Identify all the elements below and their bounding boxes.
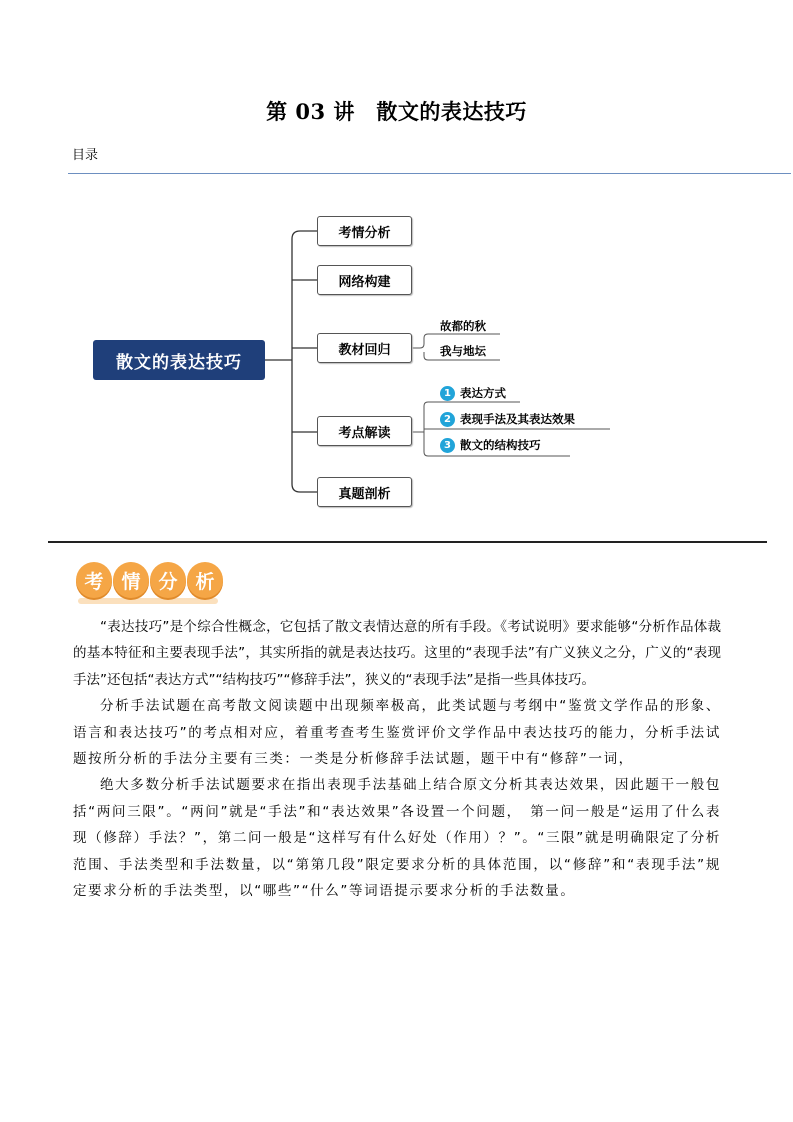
badge-char: 考 <box>76 562 112 598</box>
paragraph: “表达技巧”是个综合性概念，它包括了散文表情达意的所有手段。《考试说明》要求能够“分析作品体裁的基本特征和主要表现手法”，其实所指的就是表达技巧。这里的“表现手法”有广义狭义之分，广义的“表现手法”还包括“表达方式”“结构技巧”“修辞手法”，狭义的“表现手法”是指一些具体技巧。 <box>73 619 721 688</box>
badge-char: 析 <box>187 562 223 598</box>
leaf-exam-point-1: 1 表达方式 <box>440 385 506 401</box>
body-text <box>73 614 721 904</box>
mind-map <box>0 200 793 520</box>
section-divider <box>48 541 767 543</box>
node-exam-points: 考点解读 <box>317 416 412 446</box>
toc-divider <box>68 173 791 174</box>
node-network: 网络构建 <box>317 265 412 295</box>
badge-char: 情 <box>113 562 149 598</box>
badge-char: 分 <box>150 562 186 598</box>
paragraph: 分析手法试题在高考散文阅读题中出现频率极高，此类试题与考纲中“鉴赏文学作品的形象、语言和表达技巧”的考点相对应，着重考查考生鉴赏评价文学作品中表达技巧的能力，分析手法试题按所分析的手法分主要有三类：一类是分析修辞手法试题，题干中有“修辞”一词， <box>73 698 721 768</box>
page-title: 第 03 讲 散文的表达技巧 <box>266 99 527 124</box>
node-textbook: 教材回归 <box>317 333 412 363</box>
section-badge <box>76 558 236 608</box>
node-past-papers: 真题剖析 <box>317 477 412 507</box>
node-analysis: 考情分析 <box>317 216 412 246</box>
badge-underline <box>78 598 218 604</box>
leaf-exam-point-2: 2 表现手法及其表达效果 <box>440 411 575 427</box>
number-badge-icon: 3 <box>440 438 455 453</box>
number-badge-icon: 1 <box>440 386 455 401</box>
leaf-exam-point-3: 3 散文的结构技巧 <box>440 437 541 453</box>
leaf-textbook-1: 故都的秋 <box>440 319 486 333</box>
number-badge-icon: 2 <box>440 412 455 427</box>
toc-label: 目录 <box>72 148 99 163</box>
leaf-textbook-2: 我与地坛 <box>440 344 486 358</box>
mind-map-root: 散文的表达技巧 <box>93 340 265 380</box>
paragraph: 绝大多数分析手法试题要求在指出表现手法基础上结合原文分析其表达效果，因此题干一般包括“两问三限”。“两问”就是“手法”和“表达效果”各设置一个问题， 第一问一般是“运用了什么表现（修辞）手法？”，第二问一般是“这样写有什么好处（作用）？”。“三限”就是明确限定了分析范围、手法类型和手法数量，以“第第几段”限定要求分析的具体范围，以“修辞”和“表现手法”规定要求分析的手法类型，以“哪些”“什么”等词语提示要求分析的手法数量。 <box>73 777 721 900</box>
